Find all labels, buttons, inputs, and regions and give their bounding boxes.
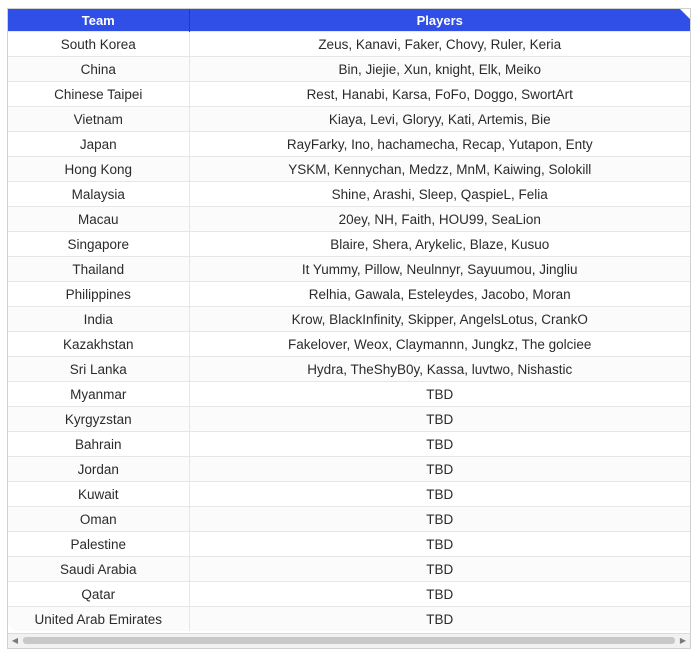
cell-players: Krow, BlackInfinity, Skipper, AngelsLotus, CrankO: [189, 307, 690, 332]
cell-players: TBD: [189, 557, 690, 582]
cell-team: Chinese Taipei: [8, 82, 189, 107]
cell-players: RayFarky, Ino, hachamecha, Recap, Yutapon, Enty: [189, 132, 690, 157]
cell-players: TBD: [189, 607, 690, 632]
cell-players: TBD: [189, 432, 690, 457]
cell-players: TBD: [189, 582, 690, 607]
cell-team: Kazakhstan: [8, 332, 189, 357]
cell-team: Jordan: [8, 457, 189, 482]
cell-team: Bahrain: [8, 432, 189, 457]
table-row: [8, 357, 690, 382]
arrow-right-icon[interactable]: ▶: [679, 636, 687, 645]
cell-team: Kyrgyzstan: [8, 407, 189, 432]
cell-players: YSKM, Kennychan, Medzz, MnM, Kaiwing, Solokill: [189, 157, 690, 182]
cell-players: Shine, Arashi, Sleep, QaspieL, Felia: [189, 182, 690, 207]
table-container: [7, 8, 691, 649]
cell-team: Singapore: [8, 232, 189, 257]
cell-players: TBD: [189, 482, 690, 507]
table-row: [8, 82, 690, 107]
cell-players: TBD: [189, 382, 690, 407]
cell-team: Qatar: [8, 582, 189, 607]
cell-team: Kuwait: [8, 482, 189, 507]
folded-corner-top-right: [680, 9, 690, 19]
arrow-left-icon[interactable]: ◀: [11, 636, 19, 645]
cell-team: Macau: [8, 207, 189, 232]
cell-players: It Yummy, Pillow, Neulnnyr, Sayuumou, Jingliu: [189, 257, 690, 282]
cell-team: Thailand: [8, 257, 189, 282]
rosters-table: [8, 9, 690, 631]
cell-players: Rest, Hanabi, Karsa, FoFo, Doggo, SwortArt: [189, 82, 690, 107]
cell-team: China: [8, 57, 189, 82]
table-row: [8, 207, 690, 232]
cell-team: Myanmar: [8, 382, 189, 407]
table-row: [8, 507, 690, 532]
cell-players: Blaire, Shera, Arykelic, Blaze, Kusuo: [189, 232, 690, 257]
cell-players: Bin, Jiejie, Xun, knight, Elk, Meiko: [189, 57, 690, 82]
table-row: [8, 157, 690, 182]
table-row: [8, 182, 690, 207]
table-row: [8, 482, 690, 507]
cell-team: South Korea: [8, 32, 189, 57]
cell-players: Kiaya, Levi, Gloryy, Kati, Artemis, Bie: [189, 107, 690, 132]
table-header: [8, 9, 690, 32]
scrollbar-thumb[interactable]: [23, 637, 675, 644]
table-body: [8, 32, 690, 632]
table-row: [8, 282, 690, 307]
cell-team: Saudi Arabia: [8, 557, 189, 582]
table-row: [8, 457, 690, 482]
table-row: [8, 332, 690, 357]
cell-team: Hong Kong: [8, 157, 189, 182]
table-row: [8, 132, 690, 157]
cell-team: Vietnam: [8, 107, 189, 132]
cell-players: Hydra, TheShyB0y, Kassa, luvtwo, Nishastic: [189, 357, 690, 382]
cell-team: Malaysia: [8, 182, 189, 207]
table-row: [8, 432, 690, 457]
cell-team: India: [8, 307, 189, 332]
cell-team: Oman: [8, 507, 189, 532]
cell-team: Sri Lanka: [8, 357, 189, 382]
table-row: [8, 607, 690, 632]
table-row: [8, 307, 690, 332]
cell-players: TBD: [189, 457, 690, 482]
table-row: [8, 557, 690, 582]
column-header-players[interactable]: Players: [189, 9, 690, 32]
table-row: [8, 32, 690, 57]
table-row: [8, 107, 690, 132]
table-row: [8, 532, 690, 557]
table-row: [8, 257, 690, 282]
table-row: [8, 57, 690, 82]
cell-players: TBD: [189, 532, 690, 557]
cell-players: TBD: [189, 407, 690, 432]
cell-players: Relhia, Gawala, Esteleydes, Jacobo, Moran: [189, 282, 690, 307]
table-row: [8, 232, 690, 257]
cell-team: Palestine: [8, 532, 189, 557]
table-row: [8, 582, 690, 607]
cell-team: United Arab Emirates: [8, 607, 189, 632]
column-header-team[interactable]: Team: [8, 9, 189, 32]
table-row: [8, 407, 690, 432]
cell-players: TBD: [189, 507, 690, 532]
cell-players: 20ey, NH, Faith, HOU99, SeaLion: [189, 207, 690, 232]
cell-players: Zeus, Kanavi, Faker, Chovy, Ruler, Keria: [189, 32, 690, 57]
cell-team: Philippines: [8, 282, 189, 307]
header-row: [8, 9, 690, 32]
cell-players: Fakelover, Weox, Claymannn, Jungkz, The golciee: [189, 332, 690, 357]
horizontal-scrollbar[interactable]: [8, 633, 690, 648]
table-row: [8, 382, 690, 407]
cell-team: Japan: [8, 132, 189, 157]
